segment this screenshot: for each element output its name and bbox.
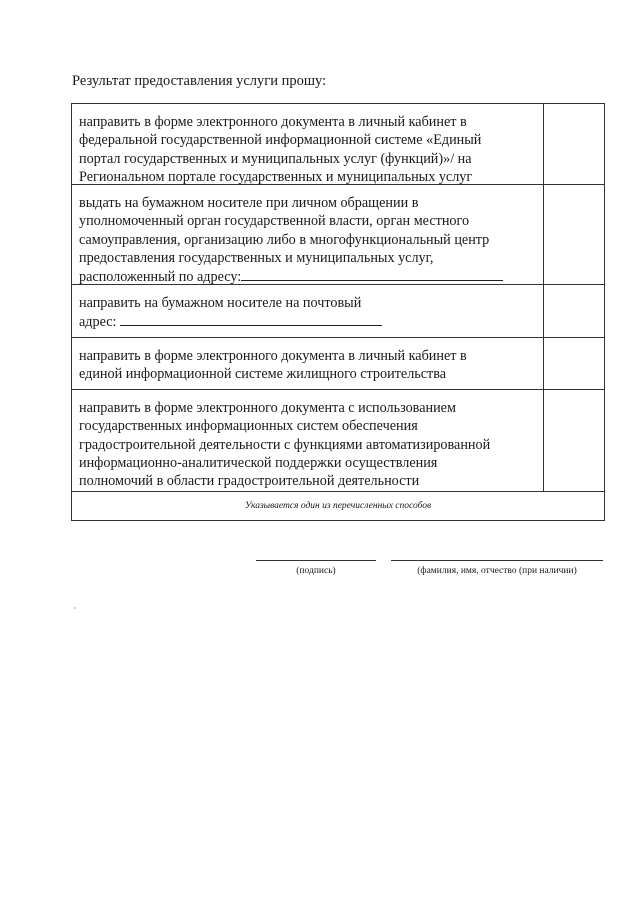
delivery-options-table	[71, 103, 605, 521]
option-text-cell	[72, 104, 544, 185]
postal-address-blank-line[interactable]	[120, 312, 382, 326]
option-row	[72, 285, 605, 338]
option-text-cell	[72, 390, 544, 492]
option-checkbox-cell-paper-by-mail[interactable]	[544, 285, 605, 338]
option-row	[72, 104, 605, 185]
scan-speck	[74, 607, 76, 609]
option-line: самоуправления, организацию либо в многофункциональный центр	[79, 231, 490, 248]
address-label: расположенный по адресу:	[79, 269, 242, 286]
option-checkbox-cell-urban-planning-system[interactable]	[544, 390, 605, 492]
option-text-cell	[72, 338, 544, 390]
option-checkbox-cell-electronic-portal[interactable]	[544, 104, 605, 185]
option-row	[72, 338, 605, 390]
option-line: единой информационной системе жилищного строительства	[79, 366, 447, 383]
option-checkbox-cell-housing-system[interactable]	[544, 338, 605, 390]
option-row	[72, 390, 605, 492]
option-checkbox-cell-paper-in-person[interactable]	[544, 185, 605, 285]
full-name-caption: (фамилия, имя, отчество (при наличии)	[417, 566, 577, 576]
signature-caption: (подпись)	[296, 566, 336, 576]
signature-line[interactable]	[256, 560, 376, 561]
selection-note: Указывается один из перечисленных способов	[72, 492, 605, 521]
full-name-line[interactable]	[391, 560, 603, 561]
option-line: выдать на бумажном носителе при личном обращении в	[79, 195, 419, 211]
address-blank-line[interactable]	[241, 267, 503, 281]
option-line: информационно-аналитической поддержки осуществления	[79, 454, 438, 471]
option-line: полномочий в области градостроительной деятельности	[79, 473, 420, 490]
option-line: предоставления государственных и муниципальных услуг,	[79, 249, 434, 266]
option-line: уполномоченный орган государственной власти, орган местного	[79, 213, 470, 230]
option-line: градостроительной деятельности с функциями автоматизированной	[79, 436, 491, 453]
option-line: Региональном портале государственных и муниципальных услуг	[79, 168, 473, 185]
option-line: государственных информационных систем обеспечения	[79, 418, 418, 435]
note-row	[72, 492, 605, 521]
option-row	[72, 185, 605, 285]
option-line: портал государственных и муниципальных услуг (функций)»/ на	[79, 150, 472, 167]
option-line: направить в форме электронного документа с использованием	[79, 400, 456, 416]
option-text-cell	[72, 185, 544, 285]
option-line: направить в форме электронного документа в личный кабинет в	[79, 114, 467, 130]
option-line: федеральной государственной информационной системе «Единый	[79, 132, 482, 149]
option-text-cell	[72, 285, 544, 338]
option-line: направить в форме электронного документа в личный кабинет в	[79, 348, 467, 364]
postal-address-label: адрес:	[79, 314, 117, 331]
option-line: направить на бумажном носителе на почтовый	[79, 295, 362, 311]
section-heading: Результат предоставления услуги прошу:	[72, 73, 327, 89]
